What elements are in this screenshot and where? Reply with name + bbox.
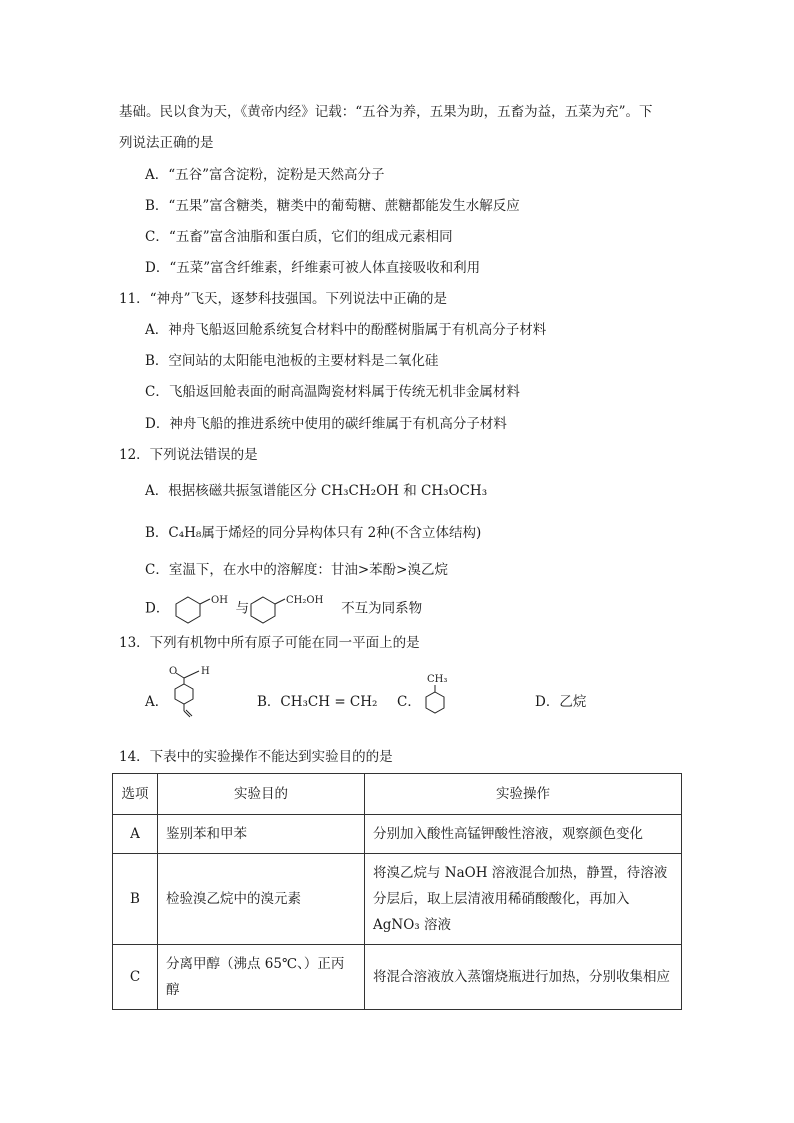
q11-option-c: C．飞船返回舱表面的耐高温陶瓷材料属于传统无机非金属材料 (145, 384, 520, 400)
table-header-row (113, 774, 682, 815)
table-row (113, 945, 682, 1010)
benzyl-alcohol-structure-icon (249, 594, 341, 624)
q12-a-formula-ethanol: CH₃CH₂OH (321, 483, 399, 499)
row-c-option: C (113, 945, 158, 1010)
table-row (113, 815, 682, 854)
experiment-table (112, 773, 682, 1010)
row-c-purpose: 分离甲醇（沸点 65℃、）正丙醇 (158, 945, 365, 1010)
row-b-option: B (113, 854, 158, 945)
q11-stem: 11．“神舟”飞天，逐梦科技强国。下列说法中正确的是 (119, 291, 447, 307)
q13-d-label: D． (535, 694, 560, 710)
q13-option-a-label: A． (145, 694, 169, 710)
q12-option-b (145, 523, 481, 543)
q12-stem: 12．下列说法错误的是 (119, 447, 258, 463)
q12-option-a (145, 481, 487, 501)
row-c-operation: 将混合溶液放入蒸馏烧瓶进行加热，分别收集相应 (365, 945, 682, 1010)
intro-stem-line2: 列说法正确的是 (119, 135, 214, 151)
intro-option-d: D．“五菜”富含纤维素，纤维素可被人体直接吸收和利用 (145, 260, 481, 276)
vinylbenzaldehyde-structure-icon (165, 664, 215, 722)
q12-d-label: D． (145, 600, 170, 617)
benzyl-ch2oh-label: CH₂OH (286, 595, 324, 606)
q12-d-text: 不互为同系物 (341, 600, 423, 617)
q12-b-text: 属于烯烃的同分异构体只有 2种(不含立体结构) (201, 525, 482, 541)
row-b-operation: 将溴乙烷与 NaOH 溶液混合加热，静置，待溶液分层后，取上层清液用稀硝酸酸化，再加入 AgNO₃ 溶液 (365, 854, 682, 945)
q12-d-with: 与 (235, 600, 250, 617)
q12-b-label: B． (145, 525, 169, 541)
header-purpose: 实验目的 (158, 774, 365, 815)
toluene-ch3-label: CH₃ (427, 674, 448, 685)
q12-b-formula: C₄H₈ (168, 525, 202, 541)
q13-options (145, 662, 705, 722)
q11-option-a: A．神舟飞船返回舱系统复合材料中的酚醛树脂属于有机高分子材料 (145, 322, 547, 338)
q14-stem: 14．下表中的实验操作不能达到实验目的的是 (119, 749, 393, 765)
intro-option-a: A．“五谷”富含淀粉，淀粉是天然高分子 (145, 167, 385, 183)
q12-a-text: A．根据核磁共振氢谱能区分 (145, 483, 322, 499)
q13-option-b (257, 690, 377, 710)
row-a-operation: 分别加入酸性高锰钾酸性溶液，观察颜色变化 (365, 815, 682, 854)
q11-option-d: D．神舟飞船的推进系统中使用的碳纤维属于有机高分子材料 (145, 416, 507, 432)
header-option: 选项 (113, 774, 158, 815)
row-a-option: A (113, 815, 158, 854)
q13-d-text: 乙烷 (559, 694, 587, 710)
header-operation: 实验操作 (365, 774, 682, 815)
phenol-oh-label: OH (210, 595, 228, 606)
q13-option-d (535, 690, 586, 710)
toluene-structure-icon (419, 672, 455, 720)
q13-option-c-label: C． (397, 694, 421, 710)
intro-stem-line1: 基础。民以食为天，《黄帝内经》记载：“五谷为养，五果为助，五畜为益，五菜为充”。下 (119, 104, 653, 120)
aldehyde-h-label: H (201, 666, 210, 677)
q13-stem: 13．下列有机物中所有原子可能在同一平面上的是 (119, 635, 420, 651)
q12-a-and: 和 (398, 483, 422, 499)
row-a-purpose: 鉴别苯和甲苯 (158, 815, 365, 854)
q11-option-b: B．空间站的太阳能电池板的主要材料是二氧化硅 (145, 353, 439, 369)
phenol-structure-icon (174, 594, 236, 624)
aldehyde-o-label: O (169, 666, 178, 677)
row-b-purpose: 检验溴乙烷中的溴元素 (158, 854, 365, 945)
intro-option-b: B．“五果”富含糖类，糖类中的葡萄糖、蔗糖都能发生水解反应 (145, 198, 520, 214)
q12-option-d (145, 594, 422, 624)
q13-b-formula: CH₃CH = CH₂ (280, 694, 378, 710)
q13-b-label: B． (257, 694, 281, 710)
q12-option-c: C．室温下，在水中的溶解度：甘油>苯酚>溴乙烷 (145, 562, 448, 578)
table-row (113, 854, 682, 945)
intro-option-c: C．“五畜”富含油脂和蛋白质，它们的组成元素相同 (145, 229, 453, 245)
q12-a-formula-ether: CH₃OCH₃ (421, 483, 488, 499)
